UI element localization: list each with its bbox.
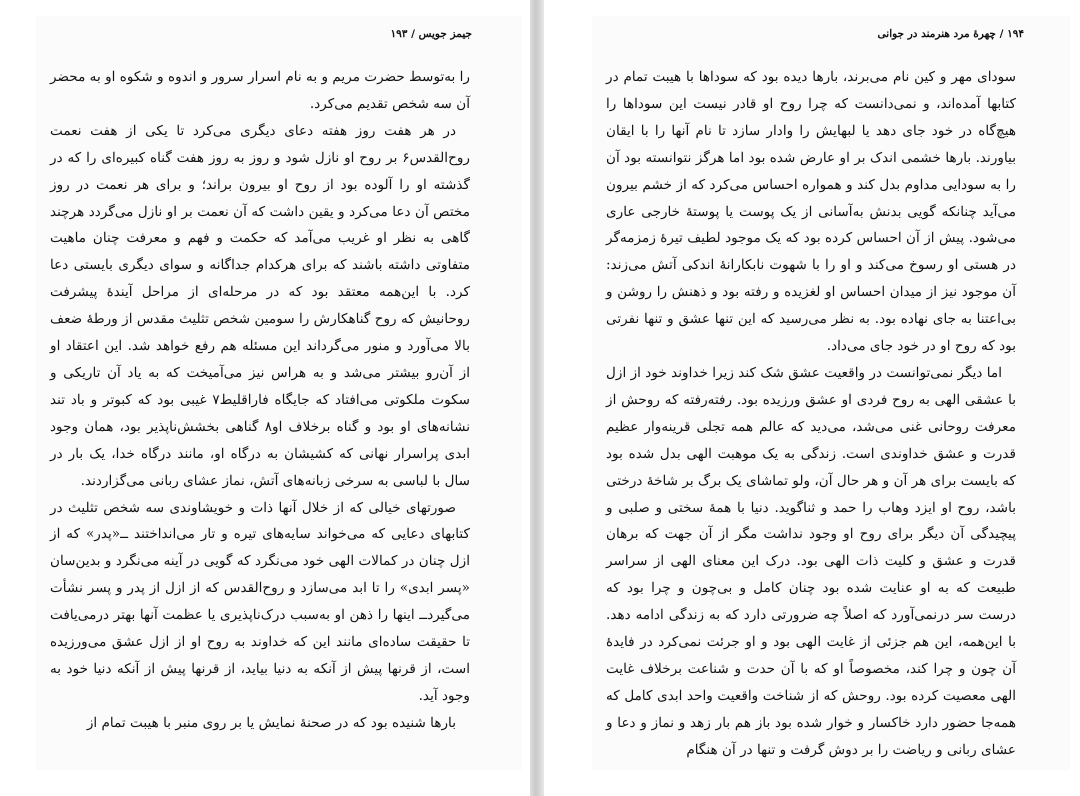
left-paragraph-3: صورتهای خیالی که از خلال آنها ذات و خویشاوندی سه شخص تثلیث در کتابهای دعایی که می‌خواند سایه‌های تیره و تار می‌انداختند ــ«پدر» که از ازل چنان در کمالات الهی خود می‌نگرد که گویی در آینه می‌نگرد و بدین‌سان «پسر ابدی» را تا ابد می‌سازد و روح‌القدس که از ازل از پدر و پسر نشأت می‌گیردــ اینها را ذهن او به‌سبب درک‌ناپذیری یا عظمت آنها بهتر درمی‌یافت تا حقیقت ساده‌ای مانند این که خداوند به روح او از ازل عشق می‌ورزیده است، از قرنها پیش از آنکه به دنیا بیاید، از قرنها پیش از آنکه دنیا خود به وجود آید. [50,499,470,704]
right-paragraph-1: سودای مهر و کین نام می‌برند، بارها دیده بود که سوداها با هیبت تمام در کتابها آمده‌اند، و نمی‌دانست که چرا روح او قادر نیست این سوداها را هیچ‌گاه در خود جای دهد یا لبهایش را وادار سازد تا نام آنها را با ایقان بیاورند. بارها خشمی اندک بر او عارض شده بود اما هرگز نتوانسته بود آن را به سودایی مداوم بدل کند و همواره احساس می‌کرد که از خشم بیرون می‌آید چنانکه گویی بدنش به‌آسانی از یک پوست یا پوستهٔ خارجی عاری می‌شود. پیش از آن احساس کرده بود که یک موجود لطیف تیرهٔ زمزمه‌گر در هستی او رسوخ می‌کند و او را با شهوت نابکارانهٔ اندکی آتش می‌زند: آن موجود نیز از میدان احساس او لغزیده و رفته بود و ذهنش را روشن و بی‌اعتنا به جای نهاده بود. به نظر می‌رسید که این تنها عشق و تنها نفرتی بود که روح او در خود جای می‌داد. [606,69,1016,355]
left-paragraph-2: در هر هفت روز هفته دعای دیگری می‌کرد تا یکی از هفت نعمت روح‌القدس۶ بر روح او نازل شود و روز به روز هفت گناه کبیره‌ای را که در گذشته او را آلوده بود از روح او بیرون براند؛ و برای هر نعمت در روز مختص آن دعا می‌کرد و یقین داشت که آن نعمت بر او نازل می‌گردد هرچند گاهی به نظر او غریب می‌آمد که حکمت و فهم و معرفت چنان ماهیت متفاوتی داشته باشند که برای هرکدام جداگانه و سوای دیگری بایستی دعا کرد. با این‌همه معتقد بود که در مرحله‌ای از مراحل آیندهٔ پیشرفت روحانیش که روح گناهکارش را سومین شخص تثلیث مقدس از ورطهٔ ضعف بالا می‌آورد و منور می‌گرداند این مسئله هم رفع خواهد شد. این اعتقاد او از آن‌رو بیشتر می‌شد و به هراس نیز می‌آمیخت که به یاد آن تاریکی و سکوت ملکوتی می‌افتاد که جایگاه فاراقلیط۷ غیبی بود که کبوتر و باد تند نشانه‌های او بود و گناه برخلاف او۸ گناهی بخشش‌ناپذیر بود، همان وجود ابدی پراسرار نهانی که کشیشان به درگاه او، مانند درگاه خدا، یک بار در سال با لباسی به سرخی زبانه‌های آتش، نماز عشای ربانی می‌گزاردند. [50,122,470,489]
left-paragraph-1: را به‌توسط حضرت مریم و به نام اسرار سرور و اندوه و شکوه او به محضر آن سه شخص تقدیم می‌کرد. [50,69,470,112]
right-page-text [606,64,1016,764]
left-running-head: جیمز جویس / ۱۹۳ [390,28,472,40]
left-page-text [50,64,470,737]
right-paragraph-2: اما دیگر نمی‌توانست در واقعیت عشق شک کند زیرا خداوند خود از ازل با عشقی الهی به روح فردی او عشق ورزیده بود. رفته‌رفته که روحش از معرفت روحانی غنی می‌شد، می‌دید که عالم همه تجلی قرینه‌وار عظیم قدرت و عشق خداوندی است. زندگی به یک موهبت الهی بدل شده بود که بایست برای هر آن و هر حال آن، ولو تماشای یک برگ بر شاخهٔ درختی باشد، روح او ایزد وهاب را حمد و ثناگوید. دنیا با همهٔ سختی و صلبی و پیچیدگی آن دیگر برای روح او وجود نداشت مگر از آن جهت که برهان قدرت و عشق و کلیت ذات الهی بود. درک این معنای الهی از سراسر طبیعت که به او عنایت شده بود چنان کامل و بی‌چون و چرا بود که درست سر درنمی‌آورد که اصلاً چه ضرورتی دارد که به زندگی ادامه دهد. با این‌همه، این هم جزئی از غایت الهی بود و او جرئت نمی‌کرد در فایدهٔ آن چون و چرا کند، مخصوصاً او که با آن حدت و شناعت برخلاف غایت الهی معصیت کرده بود. روحش که از شناخت واقعیت واحد ابدی کامل که همه‌جا حضور دارد خاکسار و خوار شده بود باز هم بار زهد و نماز و دعا و عشای ربانی و ریاضت را بر دوش گرفت و تنها در آن هنگام [606,364,1016,758]
book-gutter-divider [530,0,544,796]
left-paragraph-4: بارها شنیده بود که در صحنهٔ نمایش یا بر روی منبر با هیبت تمام از [86,714,456,731]
right-page [544,0,1080,796]
right-running-head: ۱۹۴ / چهرهٔ مرد هنرمند در جوانی [877,28,1024,40]
left-page [0,0,530,796]
